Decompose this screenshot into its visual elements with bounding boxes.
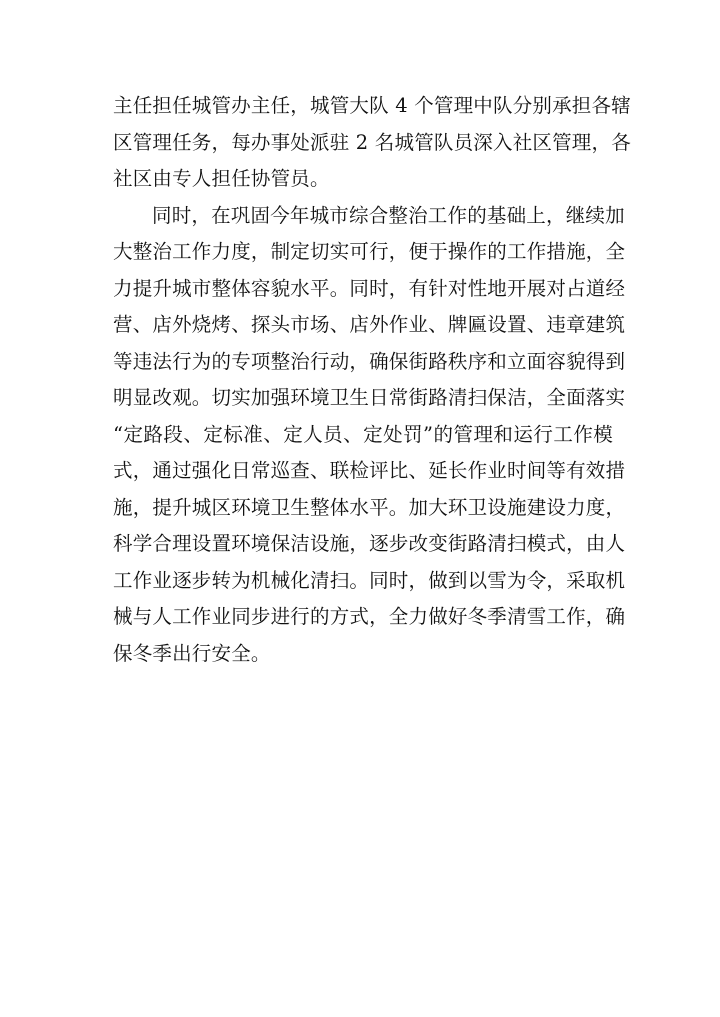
text-line: 械与人工作业同步进行的方式，全力做好冬季清雪工作，确 (113, 605, 626, 628)
text-line: “定路段、定标准、定人员、定处罚”的管理和运行工作模 (113, 422, 613, 446)
text-line: 明显改观。切实加强环境卫生日常街路清扫保洁，全面落实 (113, 386, 626, 409)
body-text (113, 88, 631, 672)
text-line: 力提升城市整体容貌水平。同时，有针对性地开展对占道经 (113, 276, 626, 300)
text-line: 区管理任务，每办事处派驻 2 名城管队员深入社区管理，各 (113, 130, 631, 154)
text-line: 营、店外烧烤、探头市场、店外作业、牌匾设置、违章建筑 (113, 313, 626, 336)
text-line: 等违法行为的专项整治行动，确保街路秩序和立面容貌得到 (113, 349, 626, 373)
text-line: 社区由专人担任协管员。 (113, 167, 330, 190)
text-line: 式，通过强化日常巡查、联检评比、延长作业时间等有效措 (113, 459, 626, 482)
text-line: 大整治工作力度，制定切实可行，便于操作的工作措施，全 (113, 240, 626, 263)
text-line: 同时，在巩固今年城市综合整治工作的基础上，继续加 (152, 203, 625, 227)
text-line: 施，提升城区环境卫生整体水平。加大环卫设施建设力度， (113, 495, 626, 519)
text-line: 工作业逐步转为机械化清扫。同时，做到以雪为令，采取机 (113, 568, 626, 592)
text-line: 科学合理设置环境保洁设施，逐步改变街路清扫模式，由人 (113, 532, 626, 555)
text-line: 保冬季出行安全。 (113, 641, 271, 665)
text-line: 主任担任城管办主任，城管大队 4 个管理中队分别承担各辖 (113, 94, 631, 117)
